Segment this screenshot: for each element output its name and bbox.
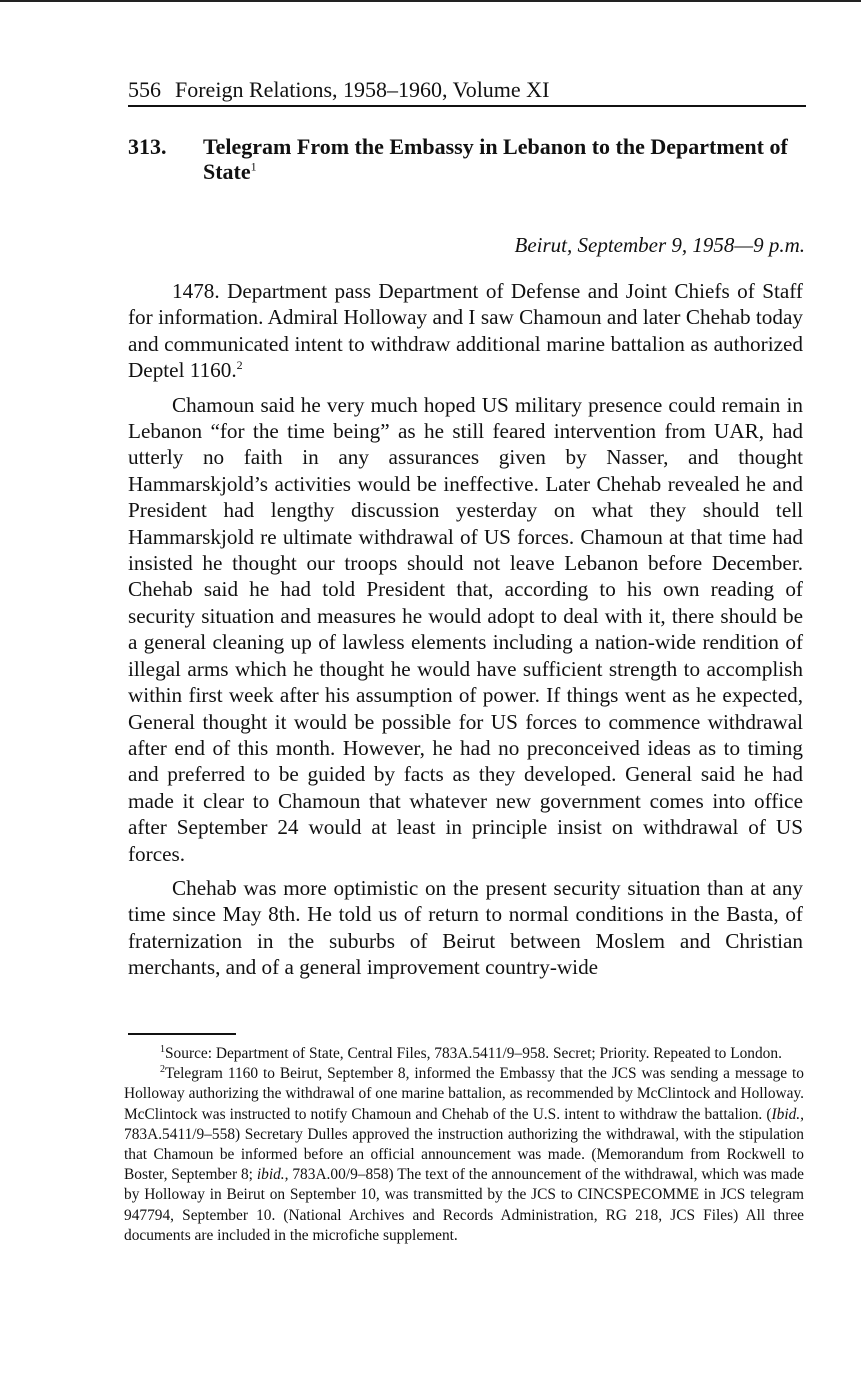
footnote-1 (124, 1044, 804, 1064)
document-heading (128, 134, 808, 184)
footnote-2-text-a: Telegram 1160 to Beirut, September 8, informed the Embassy that the JCS was sending a message to Holloway authorizing the withdrawal of one marine battalion, as recommended by McClintock and Holloway. McClintock was instructed to notify Chamoun and Chehab of the U.S. intent to withdraw the battalion. ( (124, 1065, 804, 1123)
scan-top-edge (0, 0, 861, 2)
document-title (203, 134, 808, 184)
running-head (128, 76, 806, 107)
paragraph-3: Chehab was more optimistic on the present security situation than at any time since May 8th. He told us of return to normal conditions in the Basta, of fraternization in the suburbs of Beirut between Moslem and Christian merchants, and of a general improvement country-wide (128, 875, 803, 980)
footnote-2-text-c: 783A.00/9–858) The text of the announcement of the withdrawal, which was made by Holloway in Beirut on September 10, was transmitted by the JCS to CINCSPECOMME in JCS telegram 947794, September 10. (National Archives and Records Administration, RG 218, JCS Files) All three documents are included in the microfiche supplement. (124, 1166, 804, 1244)
footnote-ref-2: 2 (236, 358, 243, 373)
paragraph-2: Chamoun said he very much hoped US military presence could remain in Lebanon “for the time being” as he still feared intervention from UAR, had utterly no faith in any assurances given by Nasser, and thought Hammarskjold’s activities would be ineffective. Later Chehab revealed he and President had lengthy discussion yesterday on what they should tell Hammarskjold re ultimate withdrawal of US forces. Chamoun at that time had insisted he thought our troops should not leave Lebanon before December. Chehab said he had told President that, according to his own reading of security situation and measures he would adopt to deal with it, there should be a general cleaning up of lawless elements including a nation-wide rendition of illegal arms which he thought he would have sufficient strength to accomplish within first week after his assumption of power. If things went as he expected, General thought it would be possible for US forces to commence withdrawal after end of this month. However, he had no preconceived ideas as to timing and preferred to be guided by facts as they developed. General said he had made it clear to Chamoun that whatever new government comes into office after September 24 would at least in principle insist on withdrawal of US forces. (128, 392, 803, 866)
footnotes (124, 1044, 804, 1246)
paragraph-1 (128, 278, 803, 384)
document-title-text: Telegram From the Embassy in Lebanon to the Department of State (203, 134, 788, 184)
document-number: 313. (128, 134, 167, 159)
footnote-ref-1: 1 (250, 159, 257, 174)
volume-title: Foreign Relations, 1958–1960, Volume XI (175, 77, 550, 102)
footnote-1-text: Source: Department of State, Central Files, 783A.5411/9–958. Secret; Priority. Repeated to London. (165, 1045, 782, 1062)
footnote-2-text-b: 783A.5411/9–558) Secretary Dulles approved the instruction authorizing the withdrawal, with the stipulation that Chamoun be informed before an official announcement was made. (Memorandum from Rockwell to Boster, September 8; (124, 1125, 804, 1184)
footnote-divider (128, 1033, 236, 1035)
telegram-body (128, 278, 803, 989)
paragraph-1-text: 1478. Department pass Department of Defense and Joint Chiefs of Staff for information. Admiral Holloway and I saw Chamoun and later Chehab today and communicated intent to withdraw additional marine battalion as authorized Deptel 1160. (128, 279, 803, 383)
footnote-1-mark: 1 (160, 1043, 165, 1055)
footnote-2-ibid-1: Ibid., (771, 1105, 804, 1123)
dateline: Beirut, September 9, 1958—9 p.m. (514, 233, 805, 257)
footnote-2-mark: 2 (160, 1064, 165, 1076)
footnote-2-ibid-2: ibid., (256, 1166, 289, 1184)
page-number: 556 (128, 77, 161, 102)
footnote-2 (124, 1064, 804, 1246)
